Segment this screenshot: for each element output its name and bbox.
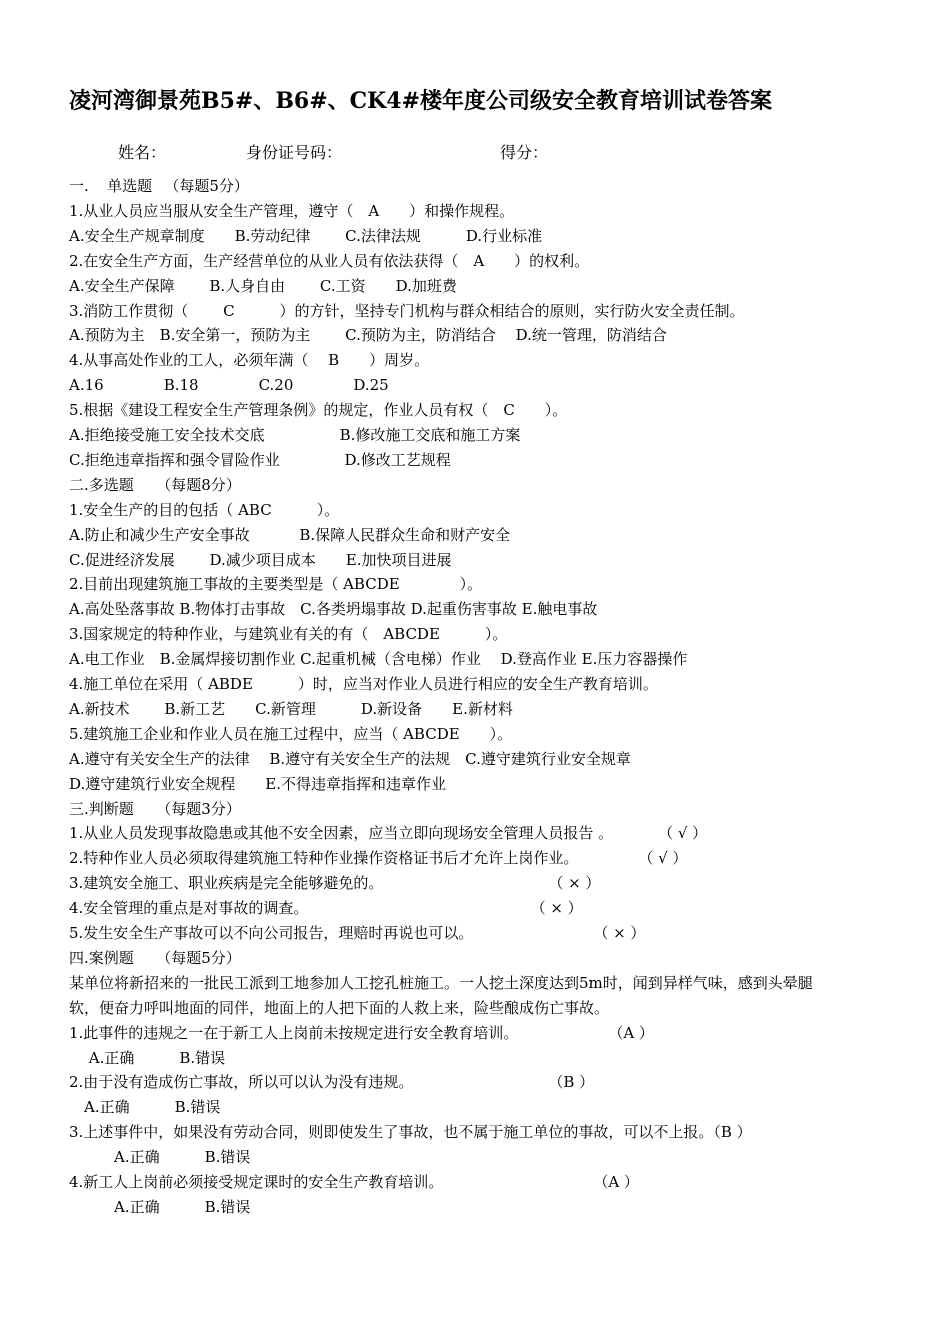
name-label: 姓名： <box>118 143 167 162</box>
document-line: A.新技术 B.新工艺 C.新管理 D.新设备 E.新材料 <box>69 699 513 718</box>
document-line: 2.在安全生产方面，生产经营单位的从业人员有依法获得（ A ）的权利。 <box>69 251 590 270</box>
document-line: 2.目前出现建筑施工事故的主要类型是（ ABCDE ）。 <box>69 575 483 594</box>
document-line: 5.根据《建设工程安全生产管理条例》的规定，作业人员有权（ C ）。 <box>69 401 568 420</box>
document-line: 3.上述事件中，如果没有劳动合同，则即使发生了事故，也不属于施工单位的事故，可以不上报。（B ） <box>69 1123 752 1142</box>
score-label: 得分： <box>500 143 549 162</box>
document-line: A.正确 B.错误 <box>69 1098 221 1117</box>
document-line: 三.判断题 （每题3分） <box>69 799 241 818</box>
document-line: A.高处坠落事故 B.物体打击事故 C.各类坍塌事故 D.起重伤害事故 E.触电事故 <box>69 600 598 619</box>
document-line: 四.案例题 （每题5分） <box>69 948 241 967</box>
document-line: 1.从业人员应当服从安全生产管理，遵守（ A ）和操作规程。 <box>69 201 515 220</box>
document-line: 1.从业人员发现事故隐患或其他不安全因素，应当立即向现场安全管理人员报告 。 （ √ ） <box>69 824 708 843</box>
document-line: 3.建筑安全施工、职业疾病是完全能够避免的。 （ × ） <box>69 874 601 893</box>
document-line: A.预防为主 B.安全第一，预防为主 C.预防为主，防消结合 D.统一管理，防消结合 <box>69 326 667 345</box>
document-line: 5.发生安全生产事故可以不向公司报告，理赔时再说也可以。 （ × ） <box>69 924 646 942</box>
document-line: A.安全生产保障 B.人身自由 C.工资 D.加班费 <box>69 276 457 295</box>
document-line: A.安全生产规章制度 B.劳动纪律 C.法律法规 D.行业标准 <box>69 226 543 245</box>
document-line: A.遵守有关安全生产的法律 B.遵守有关安全生产的法规 C.遵守建筑行业安全规章 <box>69 749 631 768</box>
document-line: A.正确 B.错误 <box>69 1148 251 1167</box>
document-line: A.正确 B.错误 <box>69 1048 226 1067</box>
document-line: 4.从事高处作业的工人，必须年满（ B ）周岁。 <box>69 351 430 370</box>
document-line: 1.安全生产的目的包括（ ABC ）。 <box>69 500 340 519</box>
document-line: 4.安全管理的重点是对事故的调查。 （ × ） <box>69 899 583 918</box>
document-line: C.拒绝违章指挥和强令冒险作业 D.修改工艺规程 <box>69 450 451 469</box>
document-line: 1.此事件的违规之一在于新工人上岗前未按规定进行安全教育培训。 （A ） <box>69 1023 654 1042</box>
document-line: A.16 B.18 C.20 D.25 <box>69 376 389 395</box>
document-line: 2.由于没有造成伤亡事故，所以可以认为没有违规。 （B ） <box>69 1073 595 1092</box>
document-line: 软，便奋力呼叫地面的同伴，地面上的人把下面的人救上来，险些酿成伤亡事故。 <box>69 998 610 1017</box>
document-line: A.电工作业 B.金属焊接切割作业 C.起重机械（含电梯）作业 D.登高作业 E.压力容器操作 <box>69 650 688 669</box>
document-line: 二.多选题 （每题8分） <box>69 475 241 494</box>
document-line: 4.新工人上岗前必须接受规定课时的安全生产教育培训。 （A ） <box>69 1173 639 1191</box>
document-line: C.促进经济发展 D.减少项目成本 E.加快项目进展 <box>69 550 452 569</box>
document-line: A.正确 B.错误 <box>69 1197 251 1216</box>
document-line: 5.建筑施工企业和作业人员在施工过程中，应当（ ABCDE ）。 <box>69 724 513 743</box>
document-line: A.拒绝接受施工安全技术交底 B.修改施工交底和施工方案 <box>69 426 521 444</box>
document-line: 3.国家规定的特种作业，与建筑业有关的有（ ABCDE ）。 <box>69 625 508 644</box>
document-line: 2.特种作业人员必须取得建筑施工特种作业操作资格证书后才允许上岗作业。 （ √ ） <box>69 849 688 868</box>
document-line: 一. 单选题 （每题5分） <box>69 177 249 195</box>
document-line: 4.施工单位在采用（ ABDE ）时，应当对作业人员进行相应的安全生产教育培训。 <box>69 675 658 693</box>
document-line: 3.消防工作贯彻（ C ）的方针，坚持专门机构与群众相结合的原则，实行防火安全责任制。 <box>69 301 745 320</box>
document-line: A.防止和减少生产安全事故 B.保障人民群众生命和财产安全 <box>69 525 511 544</box>
id-number-label: 身份证号码： <box>246 143 343 162</box>
document-title: 凌河湾御景苑B5#、B6#、CK4#楼年度公司级安全教育培训试卷答案 <box>69 88 773 114</box>
document-line: D.遵守建筑行业安全规程 E.不得违章指挥和违章作业 <box>69 774 446 793</box>
document-line: 某单位将新招来的一批民工派到工地参加人工挖孔桩施工。一人挖土深度达到5m时，闻到异样气味，感到头晕腿 <box>69 973 813 992</box>
